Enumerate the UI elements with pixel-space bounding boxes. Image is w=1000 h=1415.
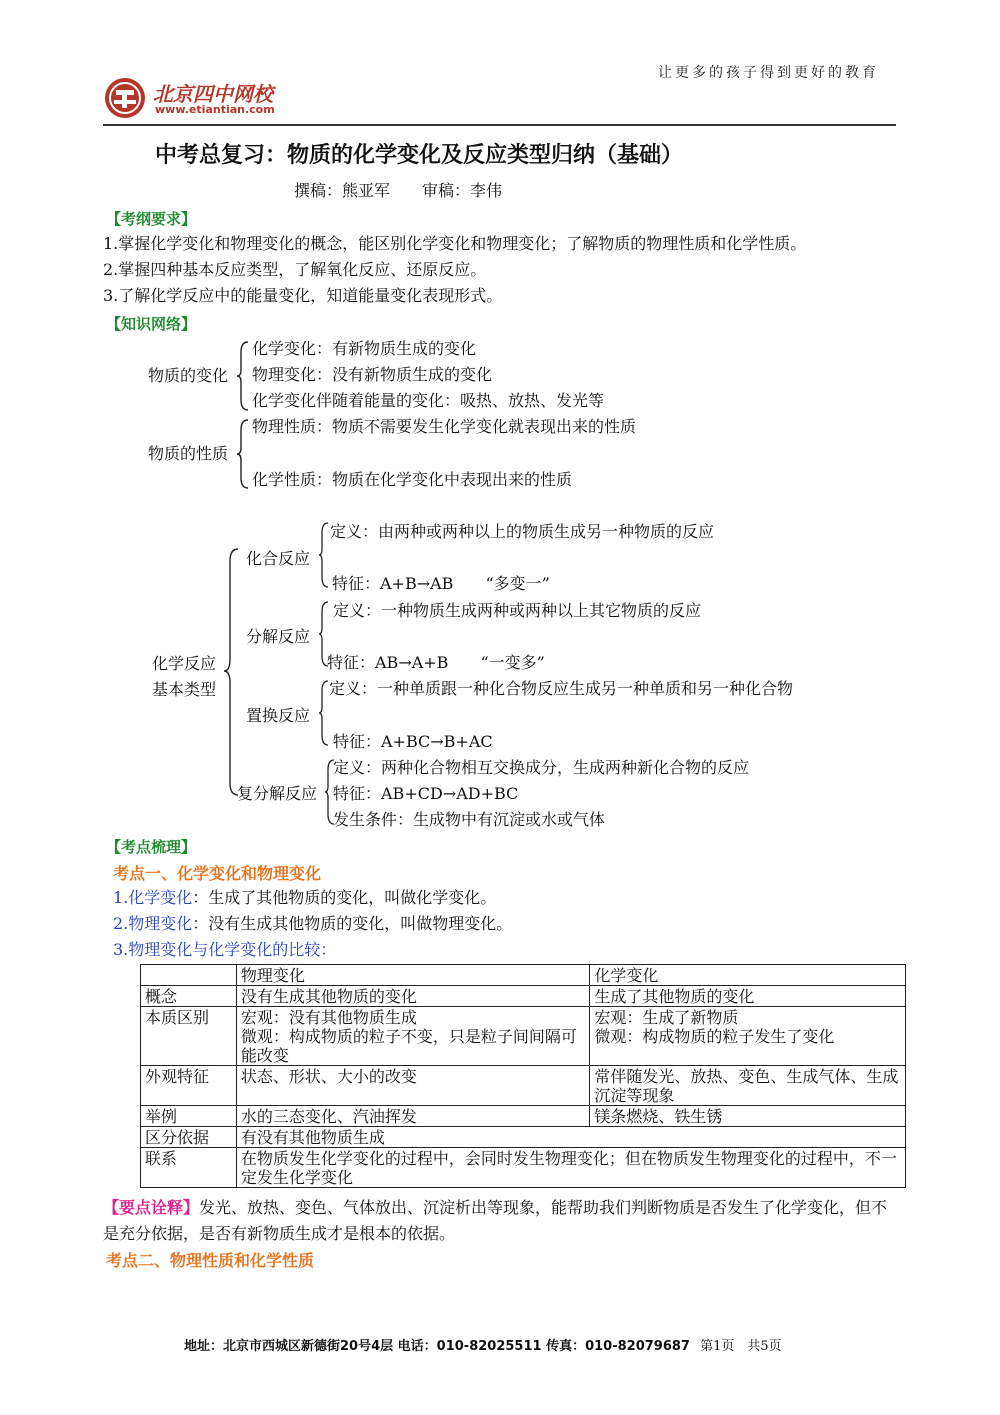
reaction-feature: 特征：AB+CD→AD+BC	[333, 784, 519, 803]
reaction-feature: 特征：A+B→AB “多变一”	[332, 574, 550, 593]
change-item: 化学变化：有新物质生成的变化	[252, 339, 477, 358]
reaction-def: 定义：两种化合物相互交换成分，生成两种新化合物的反应	[333, 758, 750, 777]
table-cell: 联系	[141, 1148, 237, 1188]
compare-title: 3.物理变化与化学变化的比较：	[113, 940, 337, 959]
syllabus-item: 1.掌握化学变化和物理变化的概念，能区别化学变化和物理变化；了解物质的物理性质和化学性质。	[103, 234, 807, 253]
reaction-label: 化学反应	[152, 654, 217, 673]
reaction-type-name: 复分解反应	[237, 784, 318, 803]
table-row	[141, 1106, 906, 1127]
property-item: 物理性质：物质不需要发生化学变化就表现出来的性质	[252, 417, 637, 436]
note-tag: 【要点诠释】	[103, 1198, 200, 1217]
reaction-def: 定义：一种物质生成两种或两种以上其它物质的反应	[333, 601, 702, 620]
table-cell: 本质区别	[141, 1007, 237, 1066]
change-item: 物理变化：没有新物质生成的变化	[252, 365, 493, 384]
point-title: 考点一、化学变化和物理变化	[113, 864, 322, 883]
note-paragraph	[103, 1195, 903, 1247]
header-rule	[103, 124, 896, 126]
reaction-brace-icon	[222, 547, 240, 797]
note-text: 发光、放热、变色、气体放出、沉淀析出等现象，能帮助我们判断物质是否发生了化学变化，但不是充分依据，是否有新物质生成才是根本的依据。	[103, 1198, 888, 1243]
table-row	[141, 1127, 906, 1148]
authors: 撰稿：熊亚军 审稿：李伟	[294, 181, 503, 200]
table-cell	[141, 965, 237, 986]
syllabus-item: 3.了解化学反应中的能量变化，知道能量变化表现形式。	[103, 286, 503, 305]
table-cell: 概念	[141, 986, 237, 1007]
table-row	[141, 1007, 906, 1066]
definition-chemical	[113, 887, 496, 909]
table-cell: 有没有其他物质生成	[236, 1127, 905, 1148]
logo-name: 北京四中网校	[153, 82, 273, 106]
point-title: 考点二、物理性质和化学性质	[106, 1251, 315, 1270]
table-cell: 状态、形状、大小的改变	[236, 1066, 590, 1106]
reaction-label: 基本类型	[152, 680, 217, 699]
page-title: 中考总复习：物质的化学变化及反应类型归纳（基础）	[155, 143, 684, 168]
reaction-type-name: 分解反应	[246, 627, 311, 646]
reaction-feature: 特征：A+BC→B+AC	[333, 732, 493, 751]
table-cell: 举例	[141, 1106, 237, 1127]
table-cell: 水的三态变化、汽油挥发	[236, 1106, 590, 1127]
table-row	[141, 986, 906, 1007]
table-cell: 区分依据	[141, 1127, 237, 1148]
logo-url: www.etiantian.com	[155, 103, 275, 116]
reaction-condition: 发生条件：生成物中有沉淀或水或气体	[333, 810, 606, 829]
change-brace-icon	[236, 340, 250, 412]
logo-emblem-icon	[103, 76, 147, 120]
change-label: 物质的变化	[148, 366, 229, 385]
definition-text: ：没有生成其他物质的变化，叫做物理变化。	[192, 914, 513, 933]
table-cell: 没有生成其他物质的变化	[236, 986, 590, 1007]
table-header: 物理变化	[236, 965, 590, 986]
property-item: 化学性质：物质在化学变化中表现出来的性质	[252, 470, 573, 489]
table-cell: 在物质发生化学变化的过程中，会同时发生物理变化；但在物质发生物理变化的过程中，不一定发生化学变化	[236, 1148, 905, 1188]
reaction-type-name: 置换反应	[246, 706, 311, 725]
footer	[184, 1335, 782, 1354]
definition-text: ：生成了其他物质的变化，叫做化学变化。	[192, 888, 497, 907]
slogan: 让更多的孩子得到更好的教育	[658, 65, 879, 81]
definition-term: 2.物理变化	[113, 914, 193, 933]
definition-physical	[113, 913, 512, 935]
property-label: 物质的性质	[148, 444, 229, 463]
logo	[103, 76, 303, 120]
section-heading-points: 【考点梳理】	[106, 838, 197, 856]
change-item: 化学变化伴随着能量的变化：吸热、放热、发光等	[252, 391, 605, 410]
type-brace-icon	[318, 521, 330, 589]
table-cell: 生成了其他物质的变化	[590, 986, 906, 1007]
table-cell: 外观特征	[141, 1066, 237, 1106]
table-row	[141, 1148, 906, 1188]
property-brace-icon	[236, 418, 250, 490]
table-row	[141, 965, 906, 986]
definition-term: 1.化学变化	[113, 888, 193, 907]
table-cell: 镁条燃烧、铁生锈	[590, 1106, 906, 1127]
reaction-def: 定义：一种单质跟一种化合物反应生成另一种单质和另一种化合物	[329, 679, 794, 698]
comparison-table	[140, 964, 906, 1188]
reaction-feature: 特征：AB→A+B “一变多”	[327, 653, 545, 672]
footer-address: 地址：北京市西城区新德街20号4层 电话：010-82025511 传真：010-82079687	[184, 1339, 690, 1354]
table-cell: 常伴随发光、放热、变色、生成气体、生成沉淀等现象	[590, 1066, 906, 1106]
table-row	[141, 1066, 906, 1106]
footer-page: 第1页 共5页	[700, 1339, 782, 1354]
reaction-def: 定义：由两种或两种以上的物质生成另一种物质的反应	[330, 522, 715, 541]
section-heading-syllabus: 【考纲要求】	[106, 210, 197, 228]
table-header: 化学变化	[590, 965, 906, 986]
reaction-type-name: 化合反应	[246, 549, 311, 568]
syllabus-item: 2.掌握四种基本反应类型，了解氧化反应、还原反应。	[103, 260, 487, 279]
table-cell: 宏观：生成了新物质 微观：构成物质的粒子发生了变化	[590, 1007, 906, 1066]
table-cell: 宏观：没有其他物质生成 微观：构成物质的粒子不变，只是粒子间间隔可能改变	[236, 1007, 590, 1066]
section-heading-network: 【知识网络】	[106, 315, 197, 333]
